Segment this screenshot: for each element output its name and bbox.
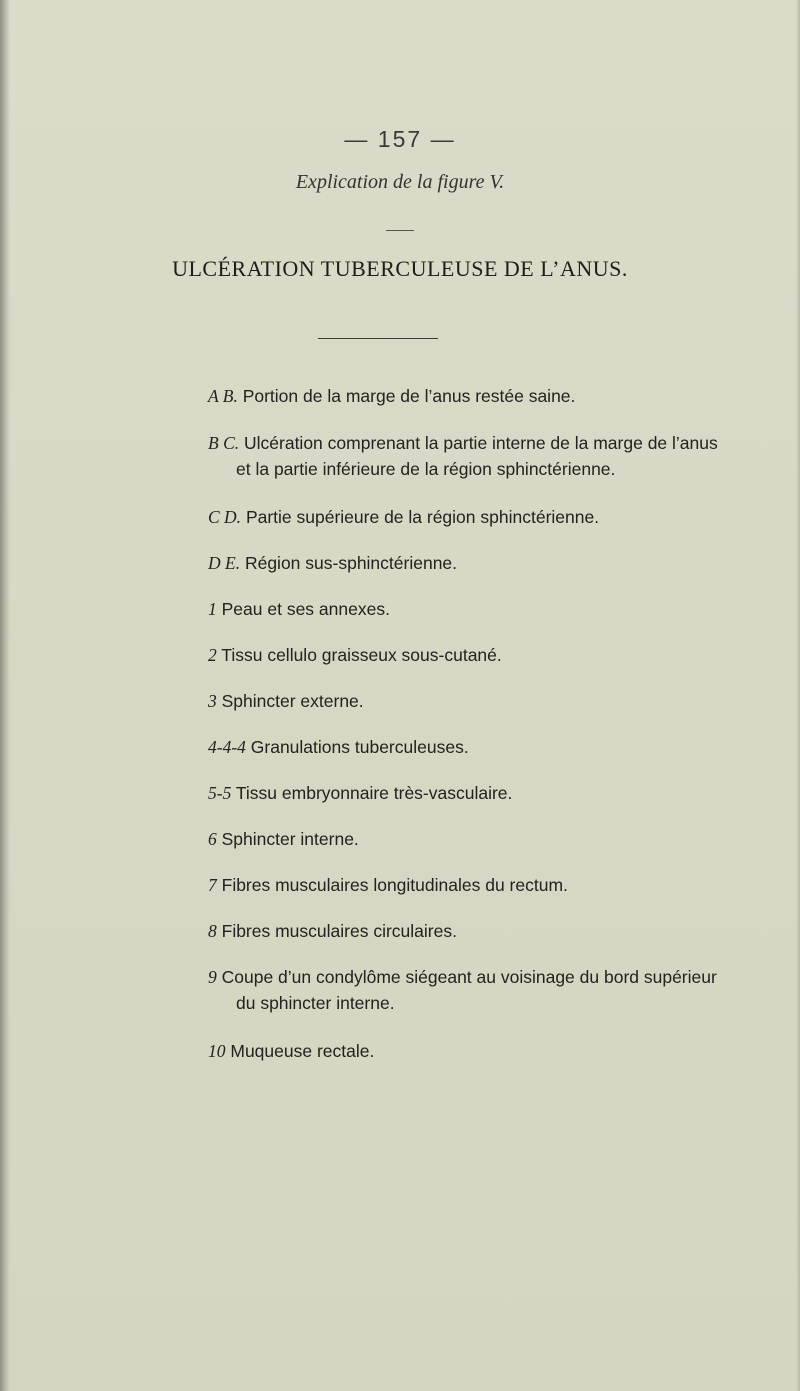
legend-text-continuation: et la partie inférieure de la région sphinctérienne.	[236, 459, 616, 479]
legend-label: 7	[208, 875, 217, 895]
legend-item-ab	[208, 383, 780, 409]
legend-text: Partie supérieure de la région sphinctérienne.	[245, 507, 600, 527]
page-number: — 157 —	[344, 126, 456, 152]
legend-label: 2	[208, 645, 217, 665]
legend-label: 5-5	[208, 783, 232, 803]
legend-text: Peau et ses annexes.	[221, 599, 390, 619]
legend-item-4	[208, 734, 780, 760]
short-divider	[386, 230, 414, 231]
legend-text: Sphincter externe.	[221, 691, 364, 711]
legend-label: D E.	[208, 553, 241, 573]
legend-label: 9	[208, 967, 217, 987]
legend-text: Coupe d’un condylôme siégeant au voisinage du bord supérieur	[221, 967, 717, 987]
legend-label: 6	[208, 829, 217, 849]
page-title: ULCÉRATION TUBERCULEUSE DE L’ANUS.	[172, 256, 628, 281]
legend-label: C D.	[208, 507, 242, 527]
legend-text: Sphincter interne.	[221, 829, 359, 849]
legend-label: 1	[208, 599, 217, 619]
legend-text: Ulcération comprenant la partie interne de la marge de l’anus	[244, 433, 718, 453]
page-binding-shadow	[0, 0, 10, 1391]
legend-label: 8	[208, 921, 217, 941]
legend-text-continuation: du sphincter interne.	[236, 993, 395, 1013]
legend-text: Fibres musculaires circulaires.	[221, 921, 457, 941]
legend-label: 3	[208, 691, 217, 711]
legend-text: Muqueuse rectale.	[230, 1041, 375, 1061]
long-divider	[318, 338, 438, 339]
legend-text: Tissu cellulo graisseux sous-cutané.	[221, 645, 502, 665]
legend-item-9	[208, 964, 780, 1016]
legend-item-cd	[208, 504, 780, 530]
legend-text: Granulations tuberculeuses.	[250, 737, 469, 757]
legend-item-5	[208, 780, 780, 806]
legend-text: Tissu embryonnaire très-vasculaire.	[235, 783, 513, 803]
legend-text: Région sus-sphinctérienne.	[244, 553, 458, 573]
legend-item-2	[208, 642, 780, 668]
legend-item-7	[208, 872, 780, 898]
legend-item-bc	[208, 430, 780, 482]
legend-label: 4-4-4	[208, 737, 246, 757]
legend-text: Fibres musculaires longitudinales du rectum.	[221, 875, 568, 895]
legend-item-10	[208, 1038, 780, 1064]
page-edge-shadow	[796, 0, 800, 1391]
legend-item-6	[208, 826, 780, 852]
legend-item-de	[208, 550, 780, 576]
legend-label: B C.	[208, 433, 240, 453]
figure-caption: Explication de la figure V.	[295, 171, 505, 193]
legend-item-8	[208, 918, 780, 944]
legend-text: Portion de la marge de l’anus restée saine.	[242, 386, 576, 406]
legend-label: A B.	[208, 386, 238, 406]
legend-item-3	[208, 688, 780, 714]
legend-item-1	[208, 596, 780, 622]
legend-label: 10	[208, 1041, 226, 1061]
